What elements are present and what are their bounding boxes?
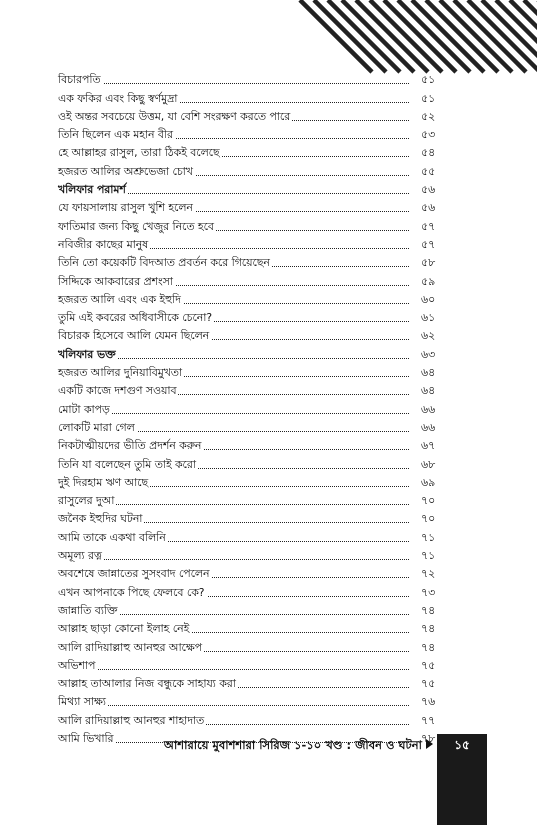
toc-entry-title: সিদ্দিকে আকবারের প্রশংসা xyxy=(58,274,173,288)
toc-entry xyxy=(58,197,457,215)
toc-entry-page: ৬৪ xyxy=(421,366,436,380)
toc-entry-title: অবশেষে জান্নাতের সুসংবাদ পেলেন xyxy=(58,567,210,581)
toc-entry-title: জনৈক ইহুদির ঘটনা xyxy=(58,512,143,526)
toc-entry-title: আমি ভিখারি xyxy=(58,731,114,745)
toc-entry xyxy=(58,691,457,709)
toc-entry-title: একটি কাজে দশগুণ সওয়াব xyxy=(58,384,177,398)
toc-entry-page: ৭৪ xyxy=(421,640,436,654)
toc-entry-title: এখন আপনাকে পিছে ফেলবে কে? xyxy=(58,585,205,599)
toc-entry-page: ৭০ xyxy=(421,494,436,508)
toc-entry xyxy=(58,398,457,416)
page-number-tab xyxy=(437,734,487,825)
toc-entry xyxy=(58,106,457,124)
toc-entry xyxy=(58,655,457,673)
toc-entry-page: ৬৭ xyxy=(421,439,436,453)
toc-entry-page: ৭১ xyxy=(421,549,436,563)
toc-entry xyxy=(58,709,457,727)
toc-entry xyxy=(58,673,457,691)
toc-entry xyxy=(58,526,457,544)
toc-entry-title: তিনি যা বলেছেন তুমি তাই করো xyxy=(58,457,196,471)
toc-entry-title: তিনি তো কয়েকটি বিদআত প্রবর্তন করে গিয়েছেন xyxy=(58,256,270,270)
toc-entry-page: ৭৮ xyxy=(421,731,436,745)
toc-entry-title: আমি তাকে একথা বলিনি xyxy=(58,530,166,544)
dot-leader xyxy=(60,413,409,414)
toc-entry-page: ৫৮ xyxy=(421,256,436,270)
toc-entry xyxy=(58,545,457,563)
dot-leader xyxy=(60,559,409,560)
toc-entry xyxy=(58,600,457,618)
dot-leader xyxy=(60,669,409,670)
toc-entry-page: ৭১ xyxy=(421,530,436,544)
toc-entry-page: ৫১ xyxy=(421,91,436,105)
toc-entry-page: ৭০ xyxy=(421,512,436,526)
toc-entry xyxy=(58,252,457,270)
toc-entry-page: ৭২ xyxy=(421,567,436,581)
toc-entry xyxy=(58,563,457,581)
toc-entry xyxy=(58,270,457,288)
toc-entry xyxy=(58,380,457,398)
toc-entry-title: হজরত আলির দুনিয়াবিমুখতা xyxy=(58,366,183,380)
toc-entry-title: ওই অন্তর সবচেয়ে উত্তম, যা বেশি সংরক্ষণ করতে পারে xyxy=(58,109,291,123)
toc-entry-page: ৬১ xyxy=(421,311,436,325)
toc-entry-page: ৭৩ xyxy=(421,585,436,599)
toc-entry xyxy=(58,508,457,526)
toc-entry-title: মোটা কাপড় xyxy=(58,402,110,416)
toc-entry-title: তিনি ছিলেন এক মহান বীর xyxy=(58,128,173,142)
toc-entry-title: আলি রাদিয়াল্লাহু আনহুর আক্ষেপ xyxy=(58,640,202,654)
toc-entry xyxy=(58,179,457,197)
toc-entry xyxy=(58,307,457,325)
toc-entry-page: ৬৬ xyxy=(421,420,436,434)
toc-entry xyxy=(58,362,457,380)
toc-entry-title: খলিফার পরামর্শ xyxy=(58,183,126,197)
toc-entry-title: বিচারক হিসেবে আলি যেমন ছিলেন xyxy=(58,329,210,343)
toc-entry-page: ৫৭ xyxy=(421,237,436,251)
toc-entry xyxy=(58,417,457,435)
toc-entry xyxy=(58,618,457,636)
page-number: ১৫ xyxy=(454,738,470,752)
toc-entry-title: আলি রাদিয়াল্লাহু আনহুর শাহাদাত xyxy=(58,713,205,727)
dot-leader xyxy=(60,83,409,84)
toc-entry xyxy=(58,581,457,599)
table-of-contents xyxy=(58,69,457,746)
toc-entry-page: ৭৪ xyxy=(421,622,436,636)
toc-entry xyxy=(58,636,457,654)
toc-entry-title: দুই দিরহাম ঋণ আছে xyxy=(58,475,149,489)
toc-entry-title: নিকটাত্মীয়দের ভীতি প্রদর্শন করুন xyxy=(58,439,202,453)
toc-entry xyxy=(58,435,457,453)
series-title: আশারায়ে মুবাশশারা সিরিজ ১-১০ খণ্ড : জীবন ও ঘটনা xyxy=(163,738,422,752)
toc-entry xyxy=(58,453,457,471)
toc-entry-title: ফাতিমার জন্য কিছু খেজুর নিতে হবে xyxy=(58,219,214,233)
toc-entry-page: ৭৫ xyxy=(421,658,436,672)
toc-entry-title: রাসুলের দুআ xyxy=(58,494,115,508)
toc-entry-page: ৬৬ xyxy=(421,402,436,416)
toc-entry-title: এক ফকির এবং কিছু স্বর্ণমুদ্রা xyxy=(58,91,178,105)
toc-entry-title: নবিজীর কাছের মানুষ xyxy=(58,237,149,251)
toc-entry-page: ৫৯ xyxy=(421,274,436,288)
toc-entry xyxy=(58,325,457,343)
toc-entry-title: হে আল্লাহর রাসুল, তারা ঠিকই বলেছে xyxy=(58,146,220,160)
toc-entry xyxy=(58,234,457,252)
toc-entry-title: মিথ্যা সাক্ষ্য xyxy=(58,695,106,709)
toc-entry-page: ৭৭ xyxy=(421,713,436,727)
toc-entry-page: ৭৬ xyxy=(421,695,436,709)
toc-entry xyxy=(58,343,457,361)
triangle-right-icon xyxy=(426,739,433,749)
toc-entry-title: আল্লাহ তাআলার নিজ বন্ধুকে সাহায্য করা xyxy=(58,677,236,691)
toc-entry-title: লোকটি মারা গেল xyxy=(58,420,135,434)
toc-entry xyxy=(58,142,457,160)
toc-entry-title: তুমি এই কবরের অধিবাসীকে চেনো? xyxy=(58,311,213,325)
toc-entry-page: ৬৩ xyxy=(421,347,436,361)
toc-entry-page: ৫৭ xyxy=(421,219,436,233)
toc-entry-page: ৫৬ xyxy=(421,201,436,215)
toc-entry xyxy=(58,160,457,178)
toc-entry xyxy=(58,289,457,307)
toc-entry-title: খলিফার ভক্ত xyxy=(58,347,116,361)
toc-entry xyxy=(58,87,457,105)
toc-entry-page: ৬০ xyxy=(421,292,436,306)
toc-entry-page: ৫৪ xyxy=(421,146,436,160)
dot-leader xyxy=(60,705,409,706)
toc-entry-page: ৫৫ xyxy=(421,164,436,178)
toc-entry-title: হজরত আলির অশ্রুভেজা চোখ xyxy=(58,164,193,178)
toc-entry-title: আল্লাহ ছাড়া কোনো ইলাহ নেই xyxy=(58,622,190,636)
toc-entry-title: যে ফায়সালায় রাসুল খুশি হলেন xyxy=(58,201,193,215)
toc-entry-page: ৭৫ xyxy=(421,677,436,691)
toc-entry xyxy=(58,69,457,87)
toc-entry-page: ৫৬ xyxy=(421,183,436,197)
toc-entry-title: অভিশাপ xyxy=(58,658,96,672)
toc-entry-title: বিচারপতি xyxy=(58,73,101,87)
corner-stripes-decoration xyxy=(0,0,537,80)
toc-entry-title: হজরত আলি এবং এক ইহুদি xyxy=(58,292,181,306)
toc-entry xyxy=(58,215,457,233)
toc-entry-title: অমূল্য রত্ন xyxy=(58,549,102,563)
toc-entry-page: ৬৮ xyxy=(421,457,436,471)
toc-entry-page: ৬৪ xyxy=(421,384,436,398)
toc-entry-page: ৫১ xyxy=(421,73,436,87)
toc-entry xyxy=(58,490,457,508)
toc-entry-page: ৭৪ xyxy=(421,603,436,617)
toc-entry-title: জান্নাতি ব্যক্তি xyxy=(58,603,118,617)
toc-entry-page: ৫৩ xyxy=(421,128,436,142)
toc-entry-page: ৬২ xyxy=(421,329,436,343)
toc-entry xyxy=(58,124,457,142)
toc-entry-page: ৬৯ xyxy=(421,475,436,489)
toc-entry-page: ৫২ xyxy=(421,109,436,123)
toc-entry xyxy=(58,472,457,490)
